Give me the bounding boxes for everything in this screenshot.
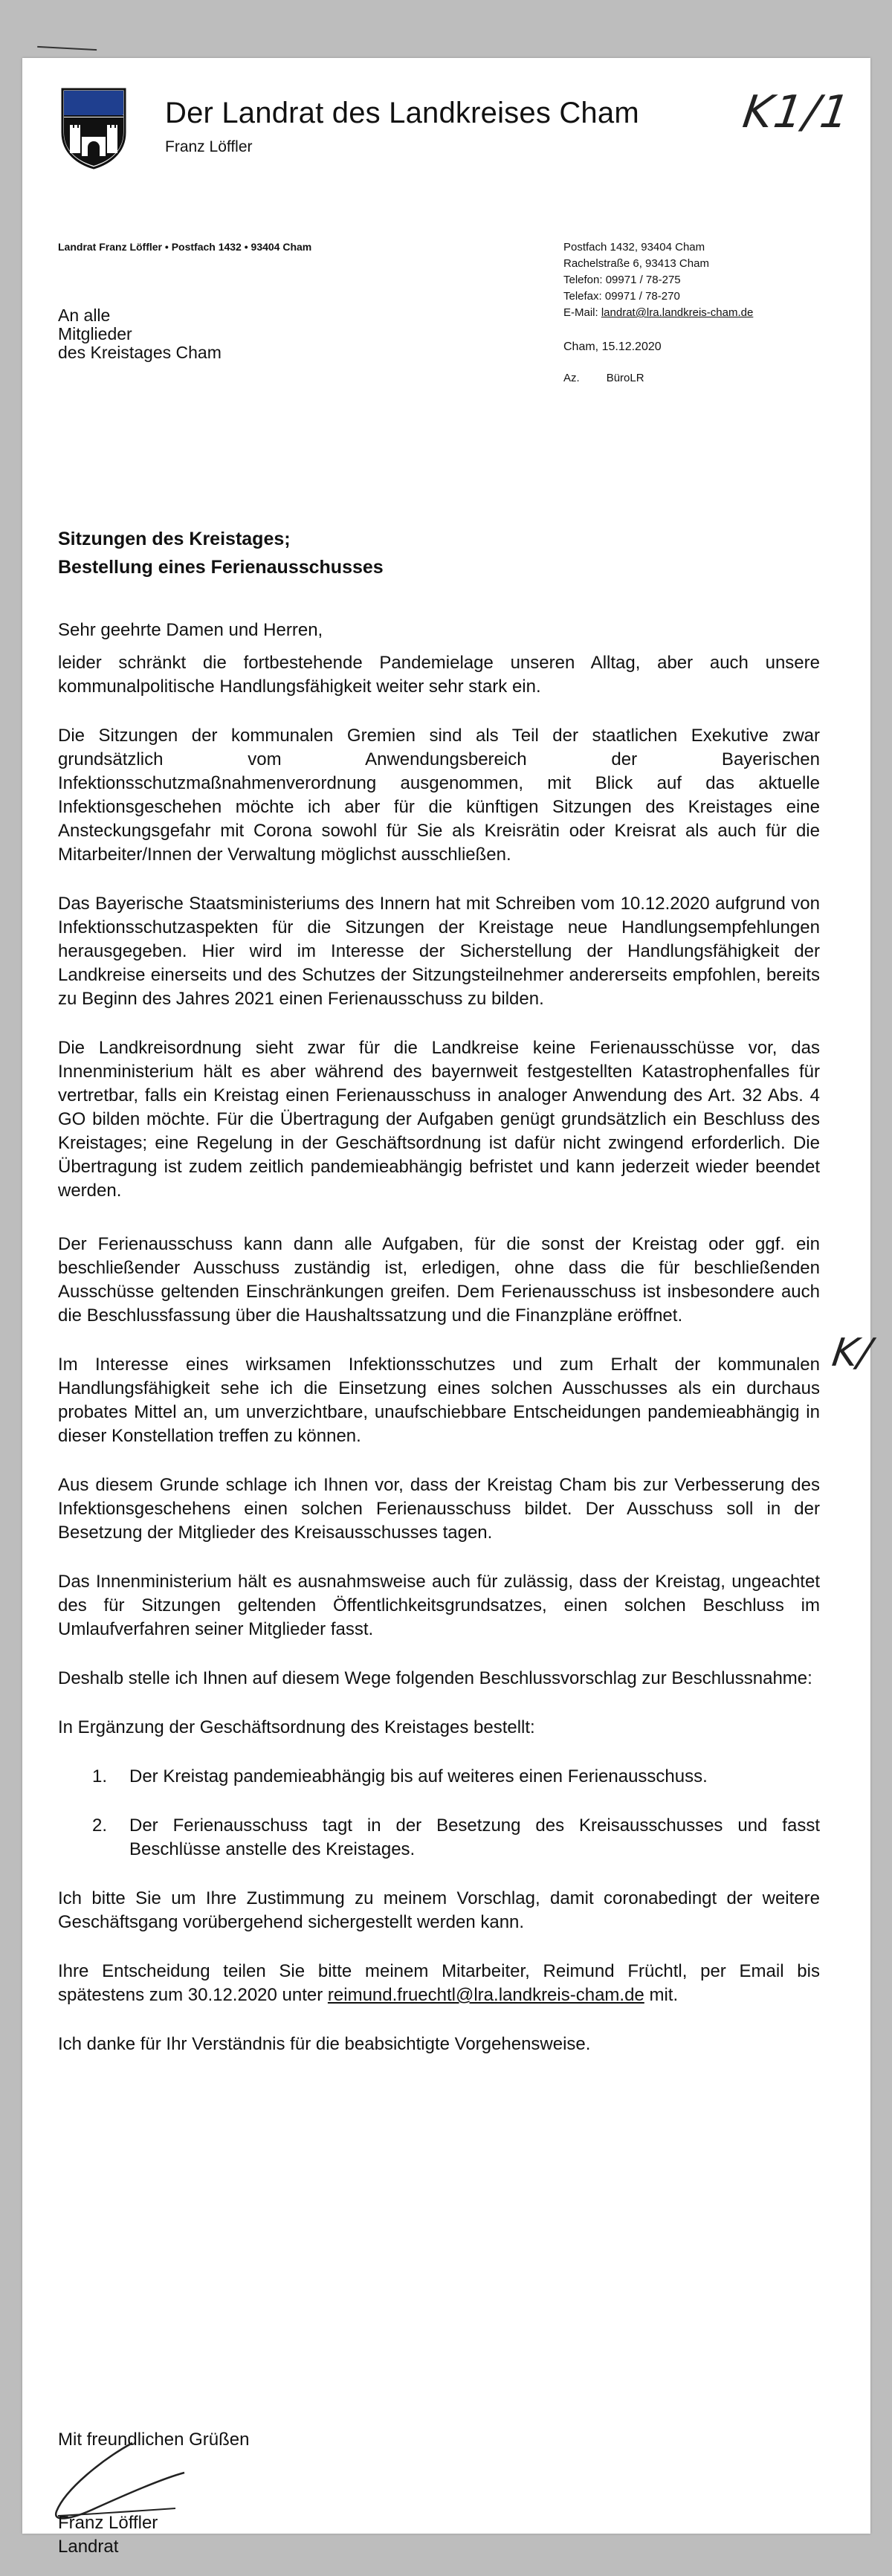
subject-block	[58, 525, 384, 581]
signer-block	[58, 2511, 158, 2559]
list-item	[58, 1814, 820, 1862]
paragraph: Der Ferienausschuss kann dann alle Aufgaben, für die sonst der Kreistag oder ggf. ein beschließender Ausschuss zuständig ist, erledigen, ohne dass die für beschließenden Ausschüsse geltenden Einschränkungen greifen. Dem Ferienausschuss ist insbesondere auch die Beschlussfassung über die Haushaltssatzung und die Finanzpläne eröffnet.	[58, 1234, 820, 1326]
closing-formula: Mit freundlichen Grüßen	[58, 2430, 250, 2450]
reference-line	[563, 372, 644, 384]
paragraph: Die Sitzungen der kommunalen Gremien sind als Teil der staatlichen Exekutive zwar grundsätzlich vom Anwendungsbereich der Bayerischen Infektionsschutzmaßnahmenverordnung ausgenommen, mit Blick auf das aktuelle Infektionsgeschehen möchte ich aber für die künftigen Sitzungen des Kreistages eine Ansteckungsgefahr mit Corona sowohl für Sie als Kreisrätin oder Kreisrat als auch für die Mitarbeiter/Innen der Verwaltung möglichst ausschließen.	[58, 726, 820, 865]
letter-page	[22, 58, 874, 2557]
addressee-line-2: Mitglieder	[58, 324, 132, 343]
contact-email-row	[563, 305, 753, 321]
list-item-number: 2.	[92, 1815, 108, 1836]
decision-paragraph	[58, 1960, 820, 2007]
contact-street: Rachelstraße 6, 93413 Cham	[563, 257, 709, 270]
paragraph: Im Interesse eines wirksamen Infektionsschutzes und zum Erhalt der kommunalen Handlungsfähigkeit sehe ich die Einsetzung eines solchen Ausschusses als ein durchaus probates Mittel an, um unverzichtbare, unaufschiebbare Entscheidungen pandemieabhängig in dieser Konstellation treffen zu können.	[58, 1355, 820, 1446]
margin-handwritten-note: K/	[829, 1331, 874, 1375]
scan-mark	[37, 46, 97, 55]
contact-email-label: E-Mail:	[563, 306, 601, 319]
decision-email-link[interactable]: reimund.fruechtl@lra.landkreis-cham.de	[327, 1985, 644, 2005]
list-item-text: Der Ferienausschuss tagt in der Besetzung des Kreisausschusses und fasst Beschlüsse anstelle des Kreistages.	[129, 1815, 820, 1859]
paragraph: Das Bayerische Staatsministeriums des Innern hat mit Schreiben vom 10.12.2020 aufgrund von Infektionsschutzaspekten für die Sitzungen der Kreistage neue Handlungsempfehlungen herausgegeben. Hier wird im Interesse der Sicherstellung der Handlungsfähigkeit der Landkreise einerseits und des Schutzes der Sitzungsteilnehmer andererseits empfohlen, bereits zu Beginn des Jahres 2021 einen Ferienausschuss zu bilden.	[58, 894, 820, 1009]
resolution-list	[58, 1765, 820, 1862]
thanks-paragraph: Ich danke für Ihr Verständnis für die beabsichtigte Vorgehensweise.	[58, 2034, 591, 2054]
addressee-line-3: des Kreistages Cham	[58, 343, 222, 362]
contact-postfach: Postfach 1432, 93404 Cham	[563, 241, 705, 254]
reference-label: Az.	[563, 372, 580, 384]
list-item-text: Der Kreistag pandemieabhängig bis auf weiteres einen Ferienausschuss.	[129, 1766, 708, 1786]
signer-name: Franz Löffler	[58, 2513, 158, 2533]
letterhead-title: Der Landrat des Landkreises Cham	[165, 97, 639, 129]
sender-address-line: Landrat Franz Löffler • Postfach 1432 • 93404 Cham	[58, 241, 312, 253]
contact-phone: Telefon: 09971 / 78-275	[563, 274, 681, 286]
addressee-line-1: An alle	[58, 306, 111, 325]
paragraph: Die Landkreisordnung sieht zwar für die Landkreise keine Ferienausschüsse vor, das Innenministerium hält es aber während des bayernweit festgestellten Katastrophenfalles für vertretbar, falls ein Kreistag einen Ferienausschuss in analoger Anwendung des Art. 32 Abs. 4 GO bilden möchte. Für die Übertragung der Aufgaben genügt grundsätzlich ein Beschluss des Kreistages; eine Regelung in der Geschäftsordnung ist dafür nicht zwingend erforderlich. Die Übertragung ist zudem zeitlich pandemieabhängig befristet und kann jederzeit wieder beendet werden.	[58, 1038, 820, 1201]
decision-text: Ihre Entscheidung teilen Sie bitte meinem Mitarbeiter, Reimund Früchtl, per Email bis spätestens zum 30.12.2020 unter	[58, 1961, 820, 2005]
list-item	[58, 1765, 820, 1789]
paragraph: Aus diesem Grunde schlage ich Ihnen vor, dass der Kreistag Cham bis zur Verbesserung des Infektionsgeschehens einen solchen Ferienausschuss bildet. Der Ausschuss soll in der Besetzung der Mitglieder des Kreisausschusses tagen.	[58, 1475, 820, 1543]
coat-of-arms-icon	[59, 86, 128, 170]
subject-line-2: Bestellung eines Ferienausschusses	[58, 557, 384, 578]
handwritten-reference: K1/1	[740, 86, 854, 138]
letter-body	[58, 619, 820, 2056]
addressee-block	[58, 306, 222, 362]
decision-text-end: mit.	[644, 1985, 679, 2005]
paragraph: Das Innenministerium hält es ausnahmsweise auch für zulässig, dass der Kreistag, ungeachtet des für Sitzungen geltenden Öffentlichkeitsgrundsatzes, einen solchen Beschluss im Umlaufverfahren seiner Mitglieder fasst.	[58, 1572, 820, 1639]
salutation: Sehr geehrte Damen und Herren,	[58, 620, 323, 640]
contact-email-link[interactable]: landrat@lra.landkreis-cham.de	[601, 306, 754, 319]
signer-title: Landrat	[58, 2537, 119, 2557]
letter-date: Cham, 15.12.2020	[563, 340, 662, 353]
list-item-number: 1.	[92, 1766, 108, 1786]
reference-value: BüroLR	[606, 372, 644, 384]
paragraph: leider schränkt die fortbestehende Pandemielage unseren Alltag, aber auch unsere kommunalpolitische Handlungsfähigkeit weiter sehr stark ein.	[58, 653, 820, 697]
contact-block	[563, 239, 753, 321]
letterhead-name: Franz Löffler	[165, 138, 253, 155]
subject-line-1: Sitzungen des Kreistages;	[58, 529, 291, 549]
paragraph: In Ergänzung der Geschäftsordnung des Kreistages bestellt:	[58, 1717, 535, 1737]
paragraph: Deshalb stelle ich Ihnen auf diesem Wege folgenden Beschlussvorschlag zur Beschlussnahme:	[58, 1668, 812, 1688]
paragraph: Ich bitte Sie um Ihre Zustimmung zu meinem Vorschlag, damit coronabedingt der weitere Geschäftsgang vorübergehend sichergestellt werden kann.	[58, 1888, 820, 1932]
contact-fax: Telefax: 09971 / 78-270	[563, 290, 680, 303]
